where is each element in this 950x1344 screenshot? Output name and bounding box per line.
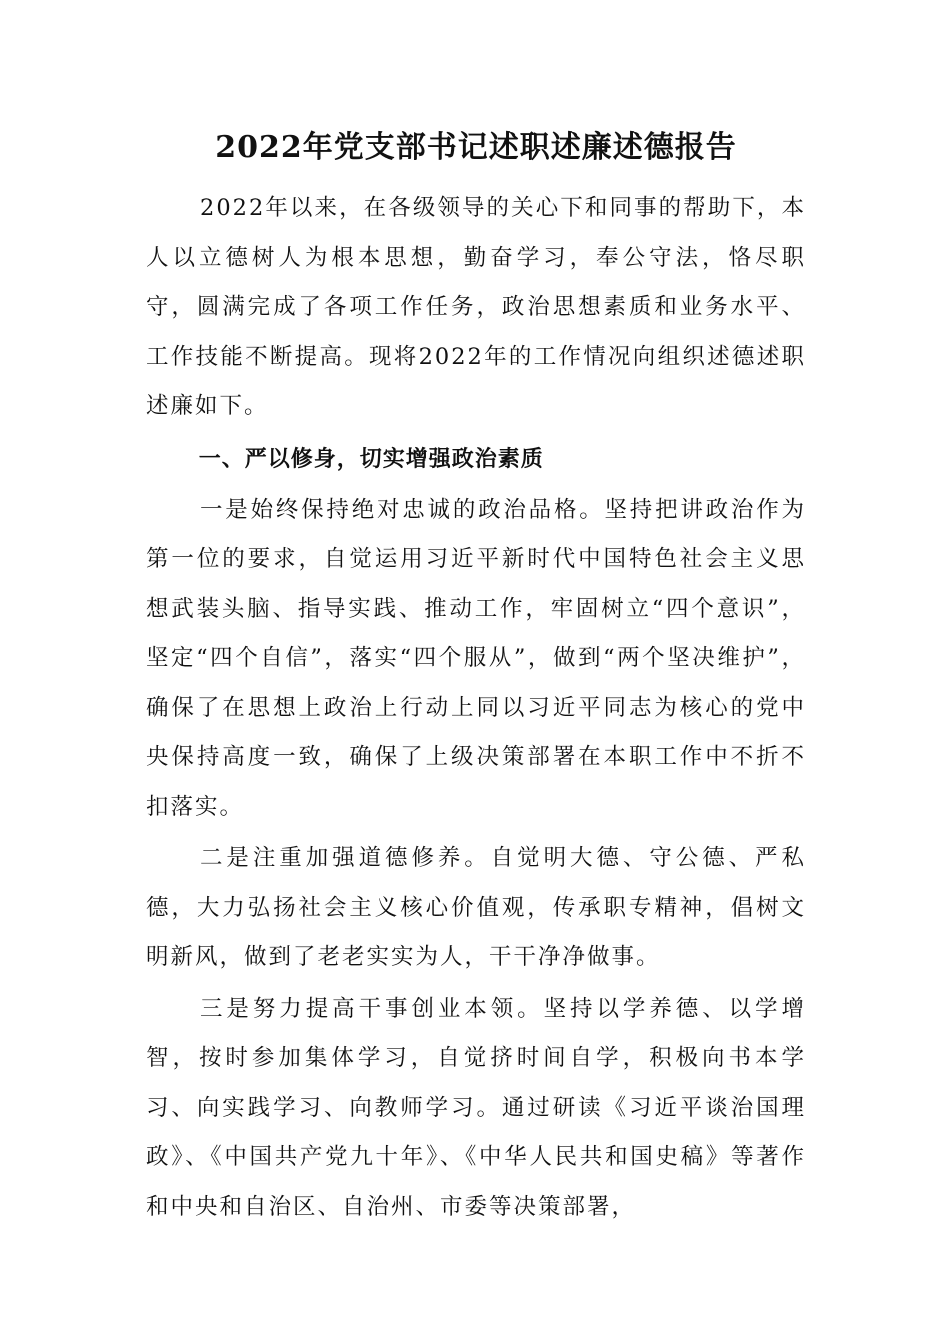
document-title: 2022年党支部书记述职述廉述德报告 [215,130,737,165]
body-paragraph: 三是努力提高干事创业本领。坚持以学养德、以学增智，按时参加集体学习，自觉挤时间自学，积极向书本学习、向实践学习、向教师学习。通过研读《习近平谈治国理政》、《中国共产党九十年》、《中华人民共和国史稿》等著作和中央和自治区、自治州、市委等决策部署， [146,995,806,1220]
section-heading: 一、严以修身，切实增强政治素质 [198,446,544,472]
body-paragraph: 二是注重加强道德修养。自觉明大德、守公德、严私德，大力弘扬社会主义核心价值观，传承职专精神，倡树文明新风，做到了老老实实为人，干干净净做事。 [146,845,806,970]
document-body [146,122,806,1232]
body-paragraph: 一是始终保持绝对忠诚的政治品格。坚持把讲政治作为第一位的要求，自觉运用习近平新时代中国特色社会主义思想武装头脑、指导实践、推动工作，牢固树立“四个意识”，坚定“四个自信”，落实“四个服从”，做到“两个坚决维护”，确保了在思想上政治上行动上同以习近平同志为核心的党中央保持高度一致，确保了上级决策部署在本职工作中不折不扣落实。 [146,496,806,820]
intro-paragraph: 2022年以来，在各级领导的关心下和同事的帮助下，本人以立德树人为根本思想，勤奋学习，奉公守法，恪尽职守，圆满完成了各项工作任务，政治思想素质和业务水平、工作技能不断提高。现将2022年的工作情况向组织述德述职述廉如下。 [146,195,806,419]
